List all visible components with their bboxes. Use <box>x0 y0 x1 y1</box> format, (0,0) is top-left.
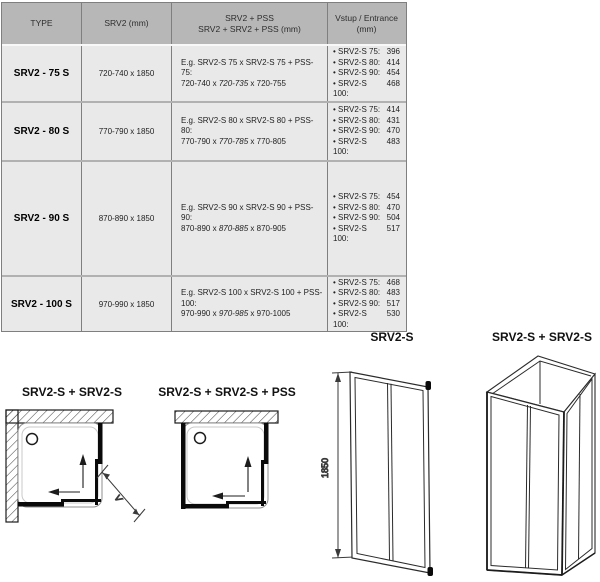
table-row-100 <box>2 275 406 331</box>
entrance-line: • SRV2-S 80: 483 <box>333 288 400 298</box>
cell-combo-dims <box>172 103 328 160</box>
cell-type: SRV2 - 90 S <box>2 162 82 275</box>
cell-srv2-dims: 970-990 x 1850 <box>82 277 172 331</box>
cell-srv2-dims: 720-740 x 1850 <box>82 46 172 101</box>
drain-icon <box>195 433 206 444</box>
cell-entrance <box>328 162 405 275</box>
combo-dimensions: 720-740 x 720-735 x 720-755 <box>181 78 286 88</box>
entrance-line: • SRV2-S 75: 396 <box>333 47 400 57</box>
entrance-width-label: V <box>112 492 124 504</box>
header-combo <box>172 3 328 44</box>
entrance-line: • SRV2-S 90: 504 <box>333 213 400 223</box>
spec-table <box>1 2 407 332</box>
cell-type: SRV2 - 80 S <box>2 103 82 160</box>
table-header-row <box>2 3 406 46</box>
combo-dimensions: 970-990 x 970-985 x 970-1005 <box>181 309 291 319</box>
plan-corner-diagram <box>2 404 150 559</box>
height-dimension <box>320 372 354 558</box>
entrance-line: • SRV2-S 75: 454 <box>333 192 400 202</box>
combo-example: E.g. SRV2-S 90 x SRV2-S 90 + PSS-90: <box>181 202 314 223</box>
entrance-line: • SRV2-S 80: 470 <box>333 202 400 212</box>
cell-combo-dims <box>172 46 328 101</box>
entrance-dimension <box>97 465 145 522</box>
entrance-line: • SRV2-S 90: 454 <box>333 68 400 78</box>
header-combo-line1: SRV2 + PSS <box>225 12 274 23</box>
cell-entrance <box>328 277 405 331</box>
header-srv2-mm: SRV2 (mm) <box>82 3 172 44</box>
door-frame <box>350 372 430 573</box>
cell-srv2-dims: 770-790 x 1850 <box>82 103 172 160</box>
entrance-line: • SRV2-S 80: 431 <box>333 115 400 125</box>
cell-entrance <box>328 103 405 160</box>
entrance-line: • SRV2-S 75: 468 <box>333 277 400 287</box>
height-label: 1850 <box>320 457 330 479</box>
entrance-line: • SRV2-S 90: 517 <box>333 298 400 308</box>
entrance-line: • SRV2-S 75: 414 <box>333 105 400 115</box>
header-combo-line2: SRV2 + SRV2 + PSS (mm) <box>198 23 301 34</box>
entrance-line: • SRV2-S 100: 468 <box>333 78 400 99</box>
front-door-face <box>487 392 564 575</box>
entrance-line: • SRV2-S 100: 483 <box>333 136 400 157</box>
cell-combo-dims <box>172 162 328 275</box>
entrance-line: • SRV2-S 90: 470 <box>333 126 400 136</box>
cell-srv2-dims: 870-890 x 1850 <box>82 162 172 275</box>
combo-example: E.g. SRV2-S 80 x SRV2-S 80 + PSS-80: <box>181 115 314 136</box>
entrance-line: • SRV2-S 100: 530 <box>333 309 400 329</box>
cell-type: SRV2 - 100 S <box>2 277 82 331</box>
drain-icon <box>27 434 38 445</box>
combo-dimensions: 870-890 x 870-885 x 870-905 <box>181 223 286 233</box>
elevation-title: SRV2-S <box>370 330 414 344</box>
header-entrance: Vstup / Entrance (mm) <box>335 12 398 34</box>
combo-example: E.g. SRV2-S 75 x SRV2-S 75 + PSS-75: <box>181 57 314 78</box>
table-row-75 <box>2 46 406 101</box>
elevation-diagram <box>316 360 441 580</box>
wall-hatching <box>175 411 278 423</box>
entrance-line: • SRV2-S 80: 414 <box>333 57 400 67</box>
header-type: TYPE <box>2 3 82 44</box>
entrance-line: • SRV2-S 100: 517 <box>333 223 400 244</box>
plan-corner-title: SRV2-S + SRV2-S <box>22 385 122 399</box>
combo-example: E.g. SRV2-S 100 x SRV2-S 100 + PSS-100: <box>181 288 323 308</box>
table-row-90 <box>2 160 406 275</box>
cell-type: SRV2 - 75 S <box>2 46 82 101</box>
cell-entrance <box>328 46 405 101</box>
isometric-diagram <box>448 348 600 580</box>
plan-pss-title: SRV2-S + SRV2-S + PSS <box>158 385 296 399</box>
table-row-80 <box>2 101 406 160</box>
cell-combo-dims <box>172 277 328 331</box>
plan-pss-diagram <box>158 404 293 534</box>
combo-dimensions: 770-790 x 770-785 x 770-805 <box>181 136 286 146</box>
isometric-title: SRV2-S + SRV2-S <box>492 330 592 344</box>
